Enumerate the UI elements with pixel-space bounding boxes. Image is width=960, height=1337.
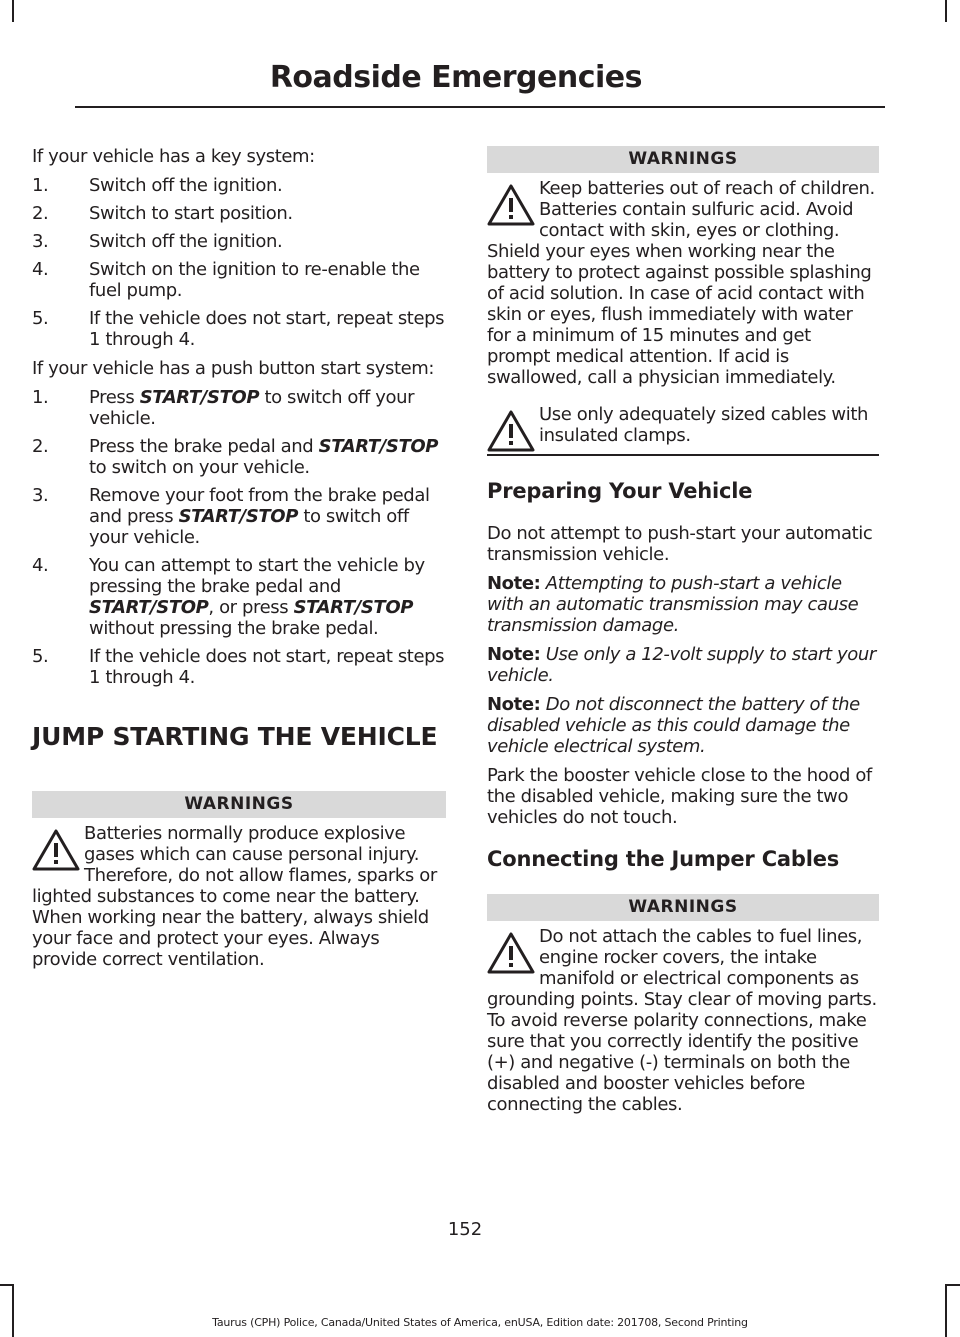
park-text: Park the booster vehicle close to the hood of the disabled vehicle, making sure the two vehicles do not touch. [487, 765, 872, 828]
warning-grounding-points [487, 926, 879, 1115]
list-item: 4. You can attempt to start the vehicle by pressing the brake pedal and START/STOP, or press START/STOP without pressing the brake pedal. [32, 555, 425, 639]
crop-mark-top-right-v [945, 0, 947, 22]
key-system-steps [32, 175, 446, 350]
crop-mark-top-left-v [12, 0, 14, 22]
warning-battery-acid [487, 178, 879, 388]
list-item: 3. Remove your foot from the brake pedal and press START/STOP to switch off your vehicle. [32, 485, 430, 548]
warnings-label: WARNINGS [32, 791, 446, 818]
warning-cables [487, 404, 879, 446]
warning-triangle-icon [487, 184, 539, 228]
right-column [487, 146, 879, 1131]
list-item: 4. Switch on the ignition to re-enable the fuel pump. [32, 259, 420, 301]
crop-mark-bottom-left-h [0, 1284, 14, 1286]
list-item: 2. Switch to start position. [32, 203, 293, 224]
footer-edition-info: Taurus (CPH) Police, Canada/United States of America, enUSA, Edition date: 201708, Second Printing [212, 1316, 748, 1329]
warning-triangle-icon [32, 829, 84, 873]
warning-triangle-icon [487, 932, 539, 976]
key-system-intro: If your vehicle has a key system: [32, 146, 315, 167]
list-item: 5. If the vehicle does not start, repeat steps 1 through 4. [32, 646, 445, 688]
warning-text: Keep batteries out of reach of children. Batteries contain sulfuric acid. Avoid contact with skin, eyes or clothing. Shield your eyes when working near the battery to protect against possible splashing of acid solution. In case of acid contact with skin or eyes, flush immediately with water for a minimum of 15 minutes and get prompt medical attention. If acid is swallowed, call a physician immediately. [487, 178, 875, 388]
page-title: Roadside Emergencies [269, 60, 642, 95]
list-item: 1. Press START/STOP to switch off your vehicle. [32, 387, 415, 429]
push-button-intro: If your vehicle has a push button start system: [32, 358, 435, 379]
push-button-steps [32, 387, 446, 688]
warnings-label: WARNINGS [487, 146, 879, 173]
crop-mark-bottom-right-v [945, 1284, 947, 1337]
warning-text: Batteries normally produce explosive gases which can cause personal injury. Therefore, do not allow flames, sparks or lighted substances to come near the battery. When working near the battery, always shield your face and protect your eyes. Always provide correct ventilation. [32, 823, 437, 970]
preparing-text: Do not attempt to push-start your automatic transmission vehicle. [487, 523, 873, 565]
list-item: 5. If the vehicle does not start, repeat steps 1 through 4. [32, 308, 445, 350]
note: Note: Do not disconnect the battery of the disabled vehicle as this could damage the vehicle electrical system. [487, 694, 860, 757]
section-heading-preparing: Preparing Your Vehicle [487, 479, 753, 503]
note: Note: Attempting to push-start a vehicle with an automatic transmission may cause transmission damage. [487, 573, 859, 636]
section-heading-connecting: Connecting the Jumper Cables [487, 847, 840, 871]
warnings-label: WARNINGS [487, 894, 879, 921]
warnings-end-divider [487, 454, 879, 456]
list-item: 3. Switch off the ignition. [32, 231, 283, 252]
warning-explosive-gases [32, 823, 446, 970]
left-column [32, 146, 446, 986]
crop-mark-bottom-right-h [945, 1284, 960, 1286]
section-heading-jump-starting: JUMP STARTING THE VEHICLE [32, 722, 438, 751]
warning-text: Use only adequately sized cables with insulated clamps. [539, 404, 869, 446]
warning-text: Do not attach the cables to fuel lines, engine rocker covers, the intake manifold or electrical components as grounding points. Stay clear of moving parts. To avoid reverse polarity connections, make sure that you correctly identify the positive (+) and negative (-) terminals on both the disabled and booster vehicles before connecting the cables. [487, 926, 877, 1115]
note: Note: Use only a 12-volt supply to start your vehicle. [487, 644, 876, 686]
list-item: 2. Press the brake pedal and START/STOP to switch on your vehicle. [32, 436, 439, 478]
header-divider [75, 106, 885, 108]
warning-triangle-icon [487, 410, 539, 454]
list-item: 1. Switch off the ignition. [32, 175, 283, 196]
crop-mark-bottom-left-v [12, 1284, 14, 1337]
page-number: 152 [447, 1219, 483, 1240]
